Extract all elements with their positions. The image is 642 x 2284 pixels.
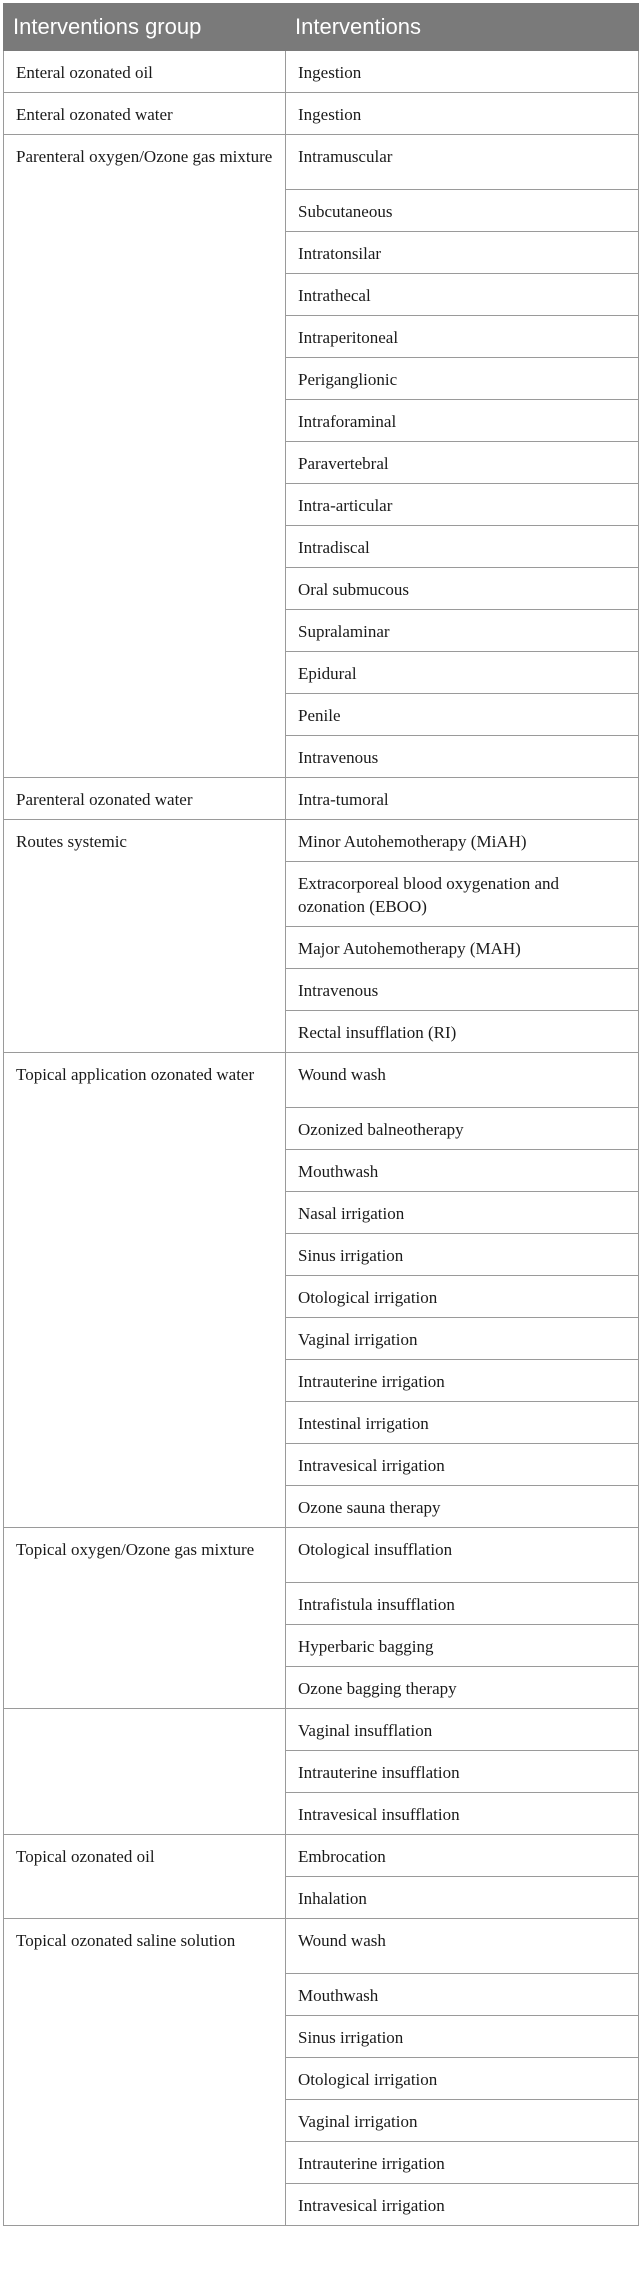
intervention-cell: Paravertebral [286,442,639,484]
intervention-cell: Subcutaneous [286,190,639,232]
group-cell: Topical ozonated saline solution [4,1919,286,2226]
intervention-cell: Mouthwash [286,1974,639,2016]
intervention-cell: Intradiscal [286,526,639,568]
table-row [4,51,639,93]
table-row [4,1709,639,1751]
intervention-cell: Vaginal irrigation [286,1318,639,1360]
intervention-cell: Mouthwash [286,1150,639,1192]
intervention-cell: Nasal irrigation [286,1192,639,1234]
intervention-cell: Vaginal irrigation [286,2100,639,2142]
intervention-cell: Rectal insufflation (RI) [286,1011,639,1053]
table-body [4,51,639,2226]
intervention-cell: Minor Autohemotherapy (MiAH) [286,820,639,862]
intervention-cell: Intramuscular [286,135,639,190]
intervention-cell: Ingestion [286,51,639,93]
intervention-cell: Intravesical irrigation [286,2184,639,2226]
header-interventions: Interventions [286,4,639,51]
intervention-cell: Intravesical irrigation [286,1444,639,1486]
intervention-cell: Epidural [286,652,639,694]
group-cell: Topical application ozonated water [4,1053,286,1528]
table-row [4,1835,639,1877]
intervention-cell: Hyperbaric bagging [286,1625,639,1667]
group-cell: Parenteral ozonated water [4,778,286,820]
intervention-cell: Intrafistula insufflation [286,1583,639,1625]
intervention-cell: Ozone bagging therapy [286,1667,639,1709]
table-row [4,820,639,862]
intervention-cell: Ozone sauna therapy [286,1486,639,1528]
intervention-cell: Vaginal insufflation [286,1709,639,1751]
intervention-cell: Intrauterine irrigation [286,2142,639,2184]
table-row [4,93,639,135]
table-row [4,1919,639,1974]
table-row [4,135,639,190]
group-cell [4,1709,286,1835]
header-interventions-group: Interventions group [4,4,286,51]
intervention-cell: Sinus irrigation [286,1234,639,1276]
intervention-cell: Supralaminar [286,610,639,652]
intervention-cell: Intravenous [286,969,639,1011]
intervention-cell: Intraperitoneal [286,316,639,358]
intervention-cell: Oral submucous [286,568,639,610]
intervention-cell: Otological irrigation [286,2058,639,2100]
intervention-cell: Extracorporeal blood oxygenation and ozonation (EBOO) [286,862,639,927]
intervention-cell: Intrathecal [286,274,639,316]
table-header [4,4,639,51]
intervention-cell: Embrocation [286,1835,639,1877]
intervention-cell: Intrauterine irrigation [286,1360,639,1402]
intervention-cell: Intraforaminal [286,400,639,442]
intervention-cell: Penile [286,694,639,736]
group-cell: Enteral ozonated water [4,93,286,135]
intervention-cell: Otological irrigation [286,1276,639,1318]
table-row [4,1053,639,1108]
intervention-cell: Intrauterine insufflation [286,1751,639,1793]
group-cell: Routes systemic [4,820,286,1053]
intervention-cell: Intestinal irrigation [286,1402,639,1444]
interventions-table [3,3,639,2226]
table-row [4,1528,639,1583]
intervention-cell: Major Autohemotherapy (MAH) [286,927,639,969]
intervention-cell: Ozonized balneotherapy [286,1108,639,1150]
intervention-cell: Otological insufflation [286,1528,639,1583]
intervention-cell: Intra-articular [286,484,639,526]
table-row [4,778,639,820]
intervention-cell: Intratonsilar [286,232,639,274]
intervention-cell: Intra-tumoral [286,778,639,820]
table-container [3,3,638,2226]
intervention-cell: Wound wash [286,1919,639,1974]
intervention-cell: Sinus irrigation [286,2016,639,2058]
group-cell: Parenteral oxygen/Ozone gas mixture [4,135,286,778]
intervention-cell: Intravenous [286,736,639,778]
intervention-cell: Inhalation [286,1877,639,1919]
intervention-cell: Ingestion [286,93,639,135]
intervention-cell: Periganglionic [286,358,639,400]
intervention-cell: Wound wash [286,1053,639,1108]
group-cell: Topical ozonated oil [4,1835,286,1919]
group-cell: Topical oxygen/Ozone gas mixture [4,1528,286,1709]
group-cell: Enteral ozonated oil [4,51,286,93]
header-row [4,4,639,51]
intervention-cell: Intravesical insufflation [286,1793,639,1835]
